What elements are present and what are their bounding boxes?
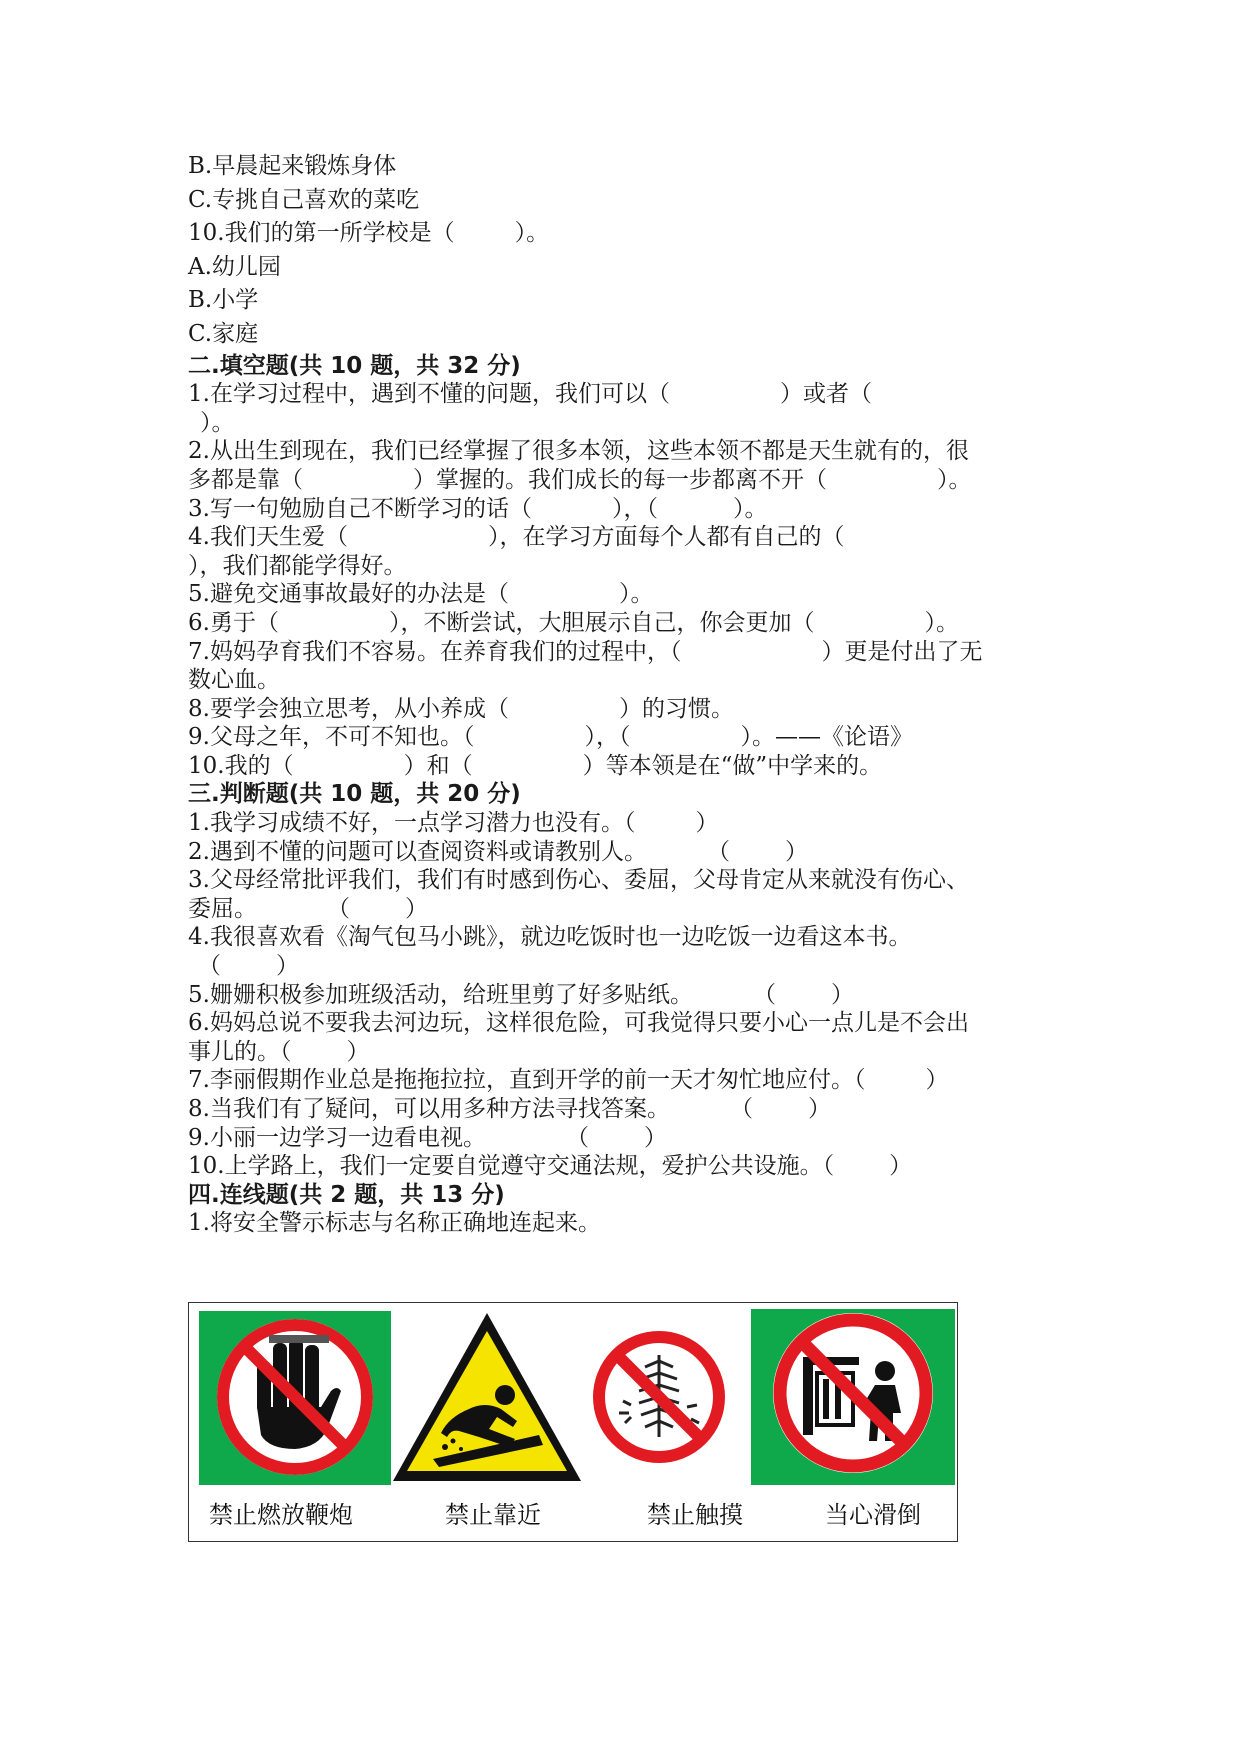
no-fireworks-sign-icon bbox=[589, 1327, 729, 1467]
fill-q3: 3.写一句勉励自己不断学习的话（ ），（ ）。 bbox=[188, 495, 768, 522]
fill-q5: 5.避免交通事故最好的办法是（ ）。 bbox=[188, 581, 654, 608]
no-touching-hand-sign-icon bbox=[199, 1311, 391, 1485]
fill-q4-line2: ），我们都能学得好。 bbox=[188, 552, 407, 579]
judge-q5: 5.姗姗积极参加班级活动，给班里剪了好多贴纸。 （ ） bbox=[188, 981, 854, 1008]
judge-q7: 7.李丽假期作业总是拖拖拉拉，直到开学的前一天才匆忙地应付。（ ） bbox=[188, 1067, 949, 1094]
fill-q6: 6.勇于（ ），不断尝试，大胆展示自己，你会更加（ ）。 bbox=[188, 609, 959, 636]
worksheet-content bbox=[188, 150, 1068, 1238]
q9-option-c: C.专挑自己喜欢的菜吃 bbox=[188, 186, 420, 213]
fill-q7-line1: 7.妈妈孕育我们不容易。在养育我们的过程中，（ ）更是付出了无 bbox=[188, 638, 983, 665]
q10-option-b: B.小学 bbox=[188, 287, 259, 314]
judge-q10: 10.上学路上，我们一定要自觉遵守交通法规，爱护公共设施。（ ） bbox=[188, 1153, 913, 1180]
fill-q2-line2: 多都是靠（ ）掌握的。我们成长的每一步都离不开（ ）。 bbox=[188, 466, 972, 493]
fill-q2-line1: 2.从出生到现在，我们已经掌握了很多本领，这些本领不都是天生就有的，很 bbox=[188, 438, 969, 465]
fill-q4-line1: 4.我们天生爱（ ），在学习方面每个人都有自己的（ bbox=[188, 524, 845, 551]
fill-q1-line1: 1.在学习过程中，遇到不懂的问题，我们可以（ ）或者（ bbox=[188, 381, 872, 408]
sign-label-no-approach: 禁止靠近 bbox=[445, 1501, 541, 1529]
fill-q8: 8.要学会独立思考，从小养成（ ）的习惯。 bbox=[188, 695, 734, 722]
section2-title: 二.填空题(共 10 题，共 32 分) bbox=[188, 352, 521, 379]
fill-q1-line2: ）。 bbox=[200, 409, 235, 436]
judge-q3-line1: 3.父母经常批评我们，我们有时感到伤心、委屈，父母肯定从来就没有伤心、 bbox=[188, 867, 969, 894]
fill-q7-line2: 数心血。 bbox=[188, 667, 280, 694]
caution-slippery-sign-icon bbox=[389, 1309, 585, 1489]
judge-q2: 2.遇到不懂的问题可以查阅资料或请教别人。 （ ） bbox=[188, 838, 808, 865]
section3-title: 三.判断题(共 10 题，共 20 分) bbox=[188, 781, 521, 808]
q10-option-a: A.幼儿园 bbox=[188, 253, 281, 280]
sign-label-caution-slippery: 当心滑倒 bbox=[825, 1501, 921, 1529]
fill-q9: 9.父母之年，不可不知也。（ ），（ ）。——《论语》 bbox=[188, 724, 913, 751]
q10-option-c: C.家庭 bbox=[188, 320, 259, 347]
q10-stem: 10.我们的第一所学校是（ ）。 bbox=[188, 220, 550, 247]
fill-q10: 10.我的（ ）和（ ）等本领是在“做”中学来的。 bbox=[188, 752, 883, 779]
no-approach-sign-icon bbox=[751, 1309, 955, 1485]
judge-q3-line2: 委屈。 （ ） bbox=[188, 895, 428, 922]
q9-option-b: B.早晨起来锻炼身体 bbox=[188, 153, 397, 179]
judge-q6-line1: 6.妈妈总说不要我去河边玩，这样很危险，可我觉得只要小心一点儿是不会出 bbox=[188, 1010, 969, 1037]
judge-q8: 8.当我们有了疑问，可以用多种方法寻找答案。 （ ） bbox=[188, 1096, 831, 1122]
safety-signs-figure bbox=[188, 1302, 958, 1542]
sign-label-no-touching: 禁止触摸 bbox=[647, 1501, 743, 1529]
judge-q1: 1.我学习成绩不好，一点学习潜力也没有。（ ） bbox=[188, 810, 719, 837]
judge-q6-line2: 事儿的。（ ） bbox=[188, 1038, 370, 1065]
judge-q4-line1: 4.我很喜欢看《淘气包马小跳》，就边吃饭时也一边吃饭一边看这本书。 bbox=[188, 924, 912, 951]
judge-q9: 9.小丽一边学习一边看电视。 （ ） bbox=[188, 1124, 667, 1151]
match-q1: 1.将安全警示标志与名称正确地连起来。 bbox=[188, 1210, 601, 1237]
section4-title: 四.连线题(共 2 题，共 13 分) bbox=[188, 1181, 505, 1208]
sign-label-no-fireworks: 禁止燃放鞭炮 bbox=[209, 1501, 353, 1529]
judge-q4-line2: （ ） bbox=[198, 953, 299, 980]
